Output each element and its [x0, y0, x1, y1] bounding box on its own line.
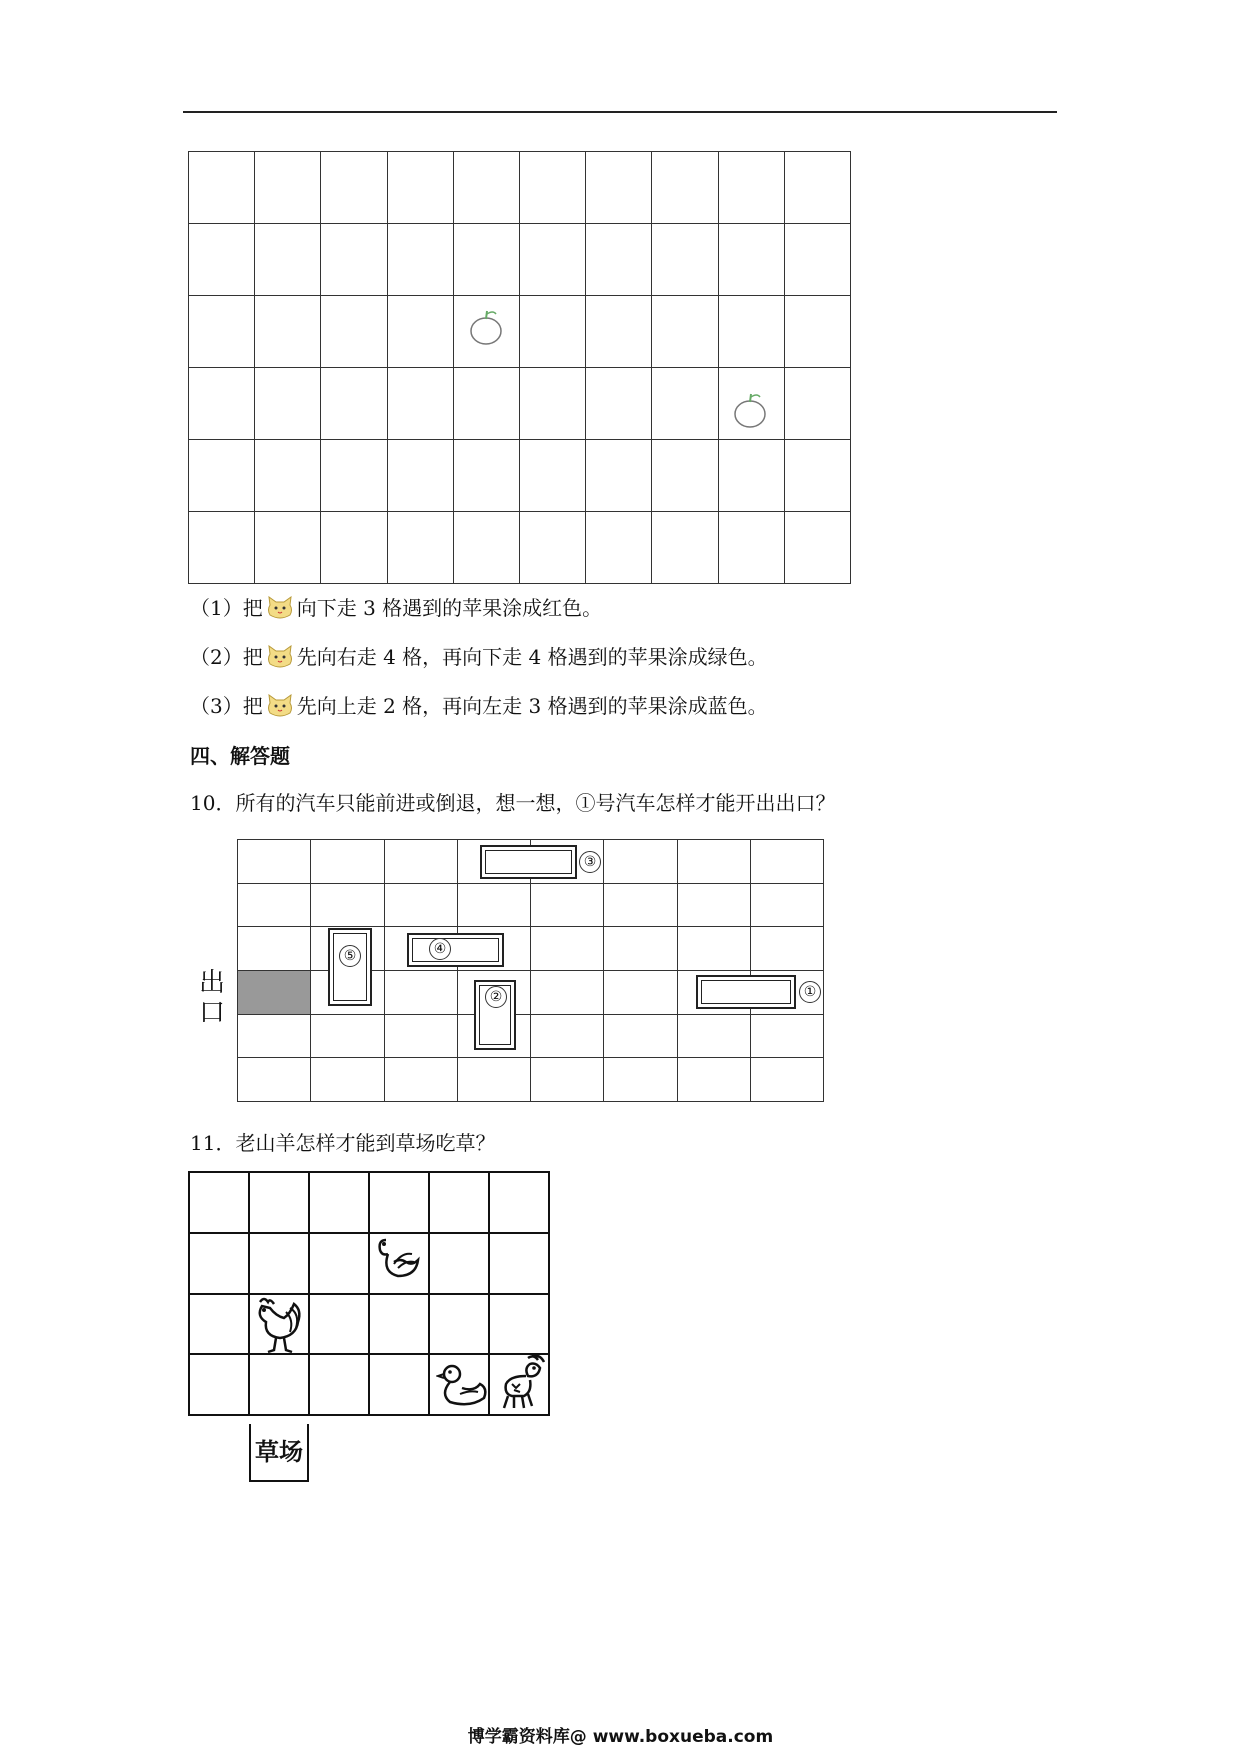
apple-icon — [730, 390, 770, 430]
cat-icon — [265, 694, 295, 718]
question-10: 10．所有的汽车只能前进或倒退，想一想，①号汽车怎样才能开出出口？ — [190, 791, 836, 815]
pasture-cell: 草场 — [249, 1424, 309, 1482]
question-11: 11．老山羊怎样才能到草场吃草？ — [190, 1131, 496, 1155]
footer: 博学霸资料库@ www.boxueba.com — [467, 1727, 774, 1747]
car-1 — [696, 975, 796, 1009]
apple-icon — [466, 307, 506, 347]
exit-label: 出口 — [199, 968, 226, 1028]
car-1-number: ① — [799, 981, 821, 1003]
car-3 — [480, 845, 577, 879]
instruction-1: （1）把 向下走 3 格遇到的苹果涂成红色。 — [190, 596, 603, 620]
swan-icon — [372, 1232, 424, 1284]
rooster-icon — [250, 1294, 308, 1356]
apple-grid — [188, 151, 851, 584]
header-rule — [183, 111, 1057, 113]
goat-icon — [494, 1354, 548, 1412]
car-5-number: ⑤ — [339, 945, 361, 967]
instruction-3: （3）把 先向上走 2 格，再向左走 3 格遇到的苹果涂成蓝色。 — [190, 694, 768, 718]
car-4 — [407, 933, 504, 967]
car-5 — [328, 928, 372, 1006]
car-3-number: ③ — [579, 851, 601, 873]
exit-cell — [238, 970, 311, 1014]
cat-icon — [265, 596, 295, 620]
section-title: 四、解答题 — [190, 744, 290, 768]
cat-icon — [265, 645, 295, 669]
car-2-number: ② — [485, 986, 507, 1008]
car-4-number: ④ — [429, 938, 451, 960]
duck-icon — [436, 1362, 490, 1408]
instruction-2: （2）把 先向右走 4 格，再向下走 4 格遇到的苹果涂成绿色。 — [190, 645, 768, 669]
